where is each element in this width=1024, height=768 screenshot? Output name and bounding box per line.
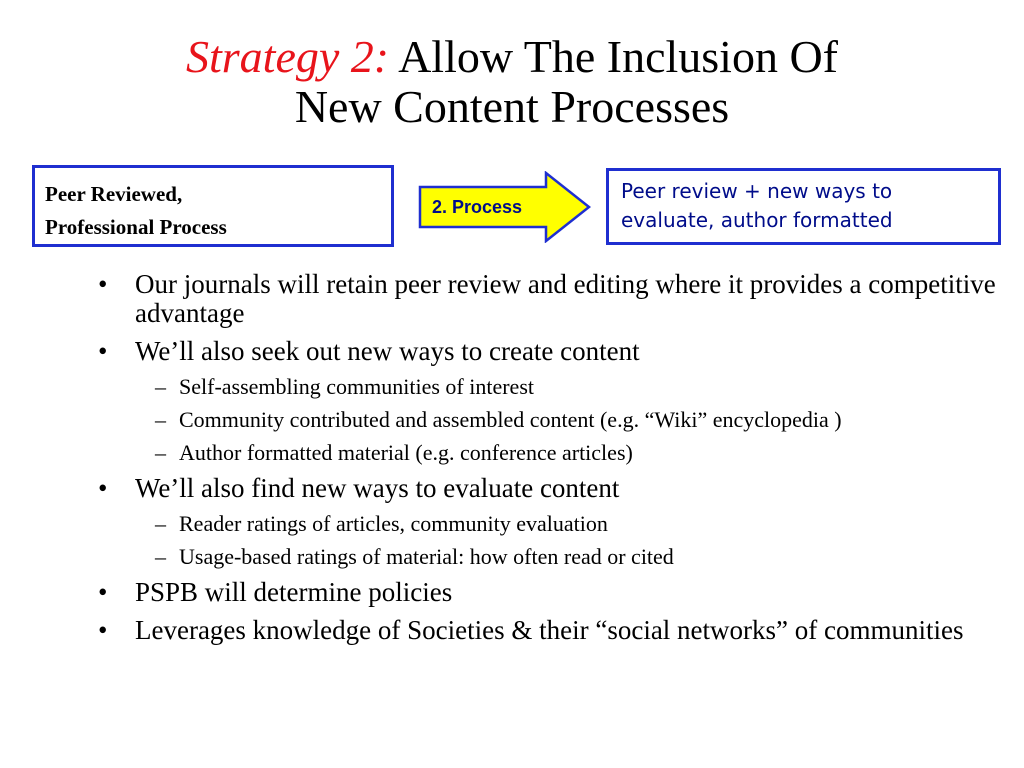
bullet-item (98, 578, 998, 607)
bullet-text: Leverages knowledge of Societies & their “social networks” of communities (135, 615, 964, 645)
bullet-text: We’ll also seek out new ways to create content (135, 336, 640, 366)
sub-bullet-item (135, 512, 998, 536)
bullet-item (98, 337, 998, 366)
sub-bullet-text: Usage-based ratings of material: how often read or cited (179, 544, 674, 569)
title-accent: Strategy 2: (185, 31, 390, 82)
sub-bullet-marker: – (155, 440, 166, 465)
new-process-line-1: Peer review + new ways to (621, 179, 893, 203)
new-process-line-2: evaluate, author formatted (621, 208, 893, 232)
bullet-marker: • (98, 577, 108, 607)
slide-title (0, 32, 1024, 132)
bullet-text: Our journals will retain peer review and editing where it provides a competitive advantage (135, 269, 996, 328)
sub-bullet-marker: – (155, 374, 166, 399)
sub-bullet-text: Author formatted material (e.g. conference articles) (179, 440, 633, 465)
sub-bullet-item (135, 441, 998, 465)
sub-bullet-item (135, 408, 998, 432)
sub-bullet-item (135, 375, 998, 399)
bullet-marker: • (98, 336, 108, 366)
bullet-marker: • (98, 615, 108, 645)
sub-bullet-marker: – (155, 407, 166, 432)
process-arrow-label: 2. Process (432, 197, 523, 217)
bullet-item (98, 474, 998, 503)
current-process-line-2: Professional Process (45, 215, 227, 239)
bullet-item (98, 270, 998, 328)
new-process-box (606, 168, 1001, 245)
sub-bullet-text: Community contributed and assembled content (e.g. “Wiki” encyclopedia ) (179, 407, 842, 432)
sub-bullet-text: Reader ratings of articles, community evaluation (179, 511, 608, 536)
current-process-box (32, 165, 394, 247)
sub-bullet-text: Self-assembling communities of interest (179, 374, 534, 399)
bullet-text: PSPB will determine policies (135, 577, 453, 607)
sub-bullet-marker: – (155, 544, 166, 569)
bullet-marker: • (98, 473, 108, 503)
bullet-marker: • (98, 269, 108, 299)
bullet-item (98, 616, 998, 645)
title-line-1-text: Allow The Inclusion Of (389, 31, 838, 82)
current-process-line-1: Peer Reviewed, (45, 182, 183, 206)
title-line-2: New Content Processes (294, 81, 730, 132)
bullet-list (98, 270, 998, 654)
sub-bullet-marker: – (155, 511, 166, 536)
bullet-text: We’ll also find new ways to evaluate content (135, 473, 620, 503)
title-line-1 (0, 32, 1024, 82)
sub-bullet-item (135, 545, 998, 569)
